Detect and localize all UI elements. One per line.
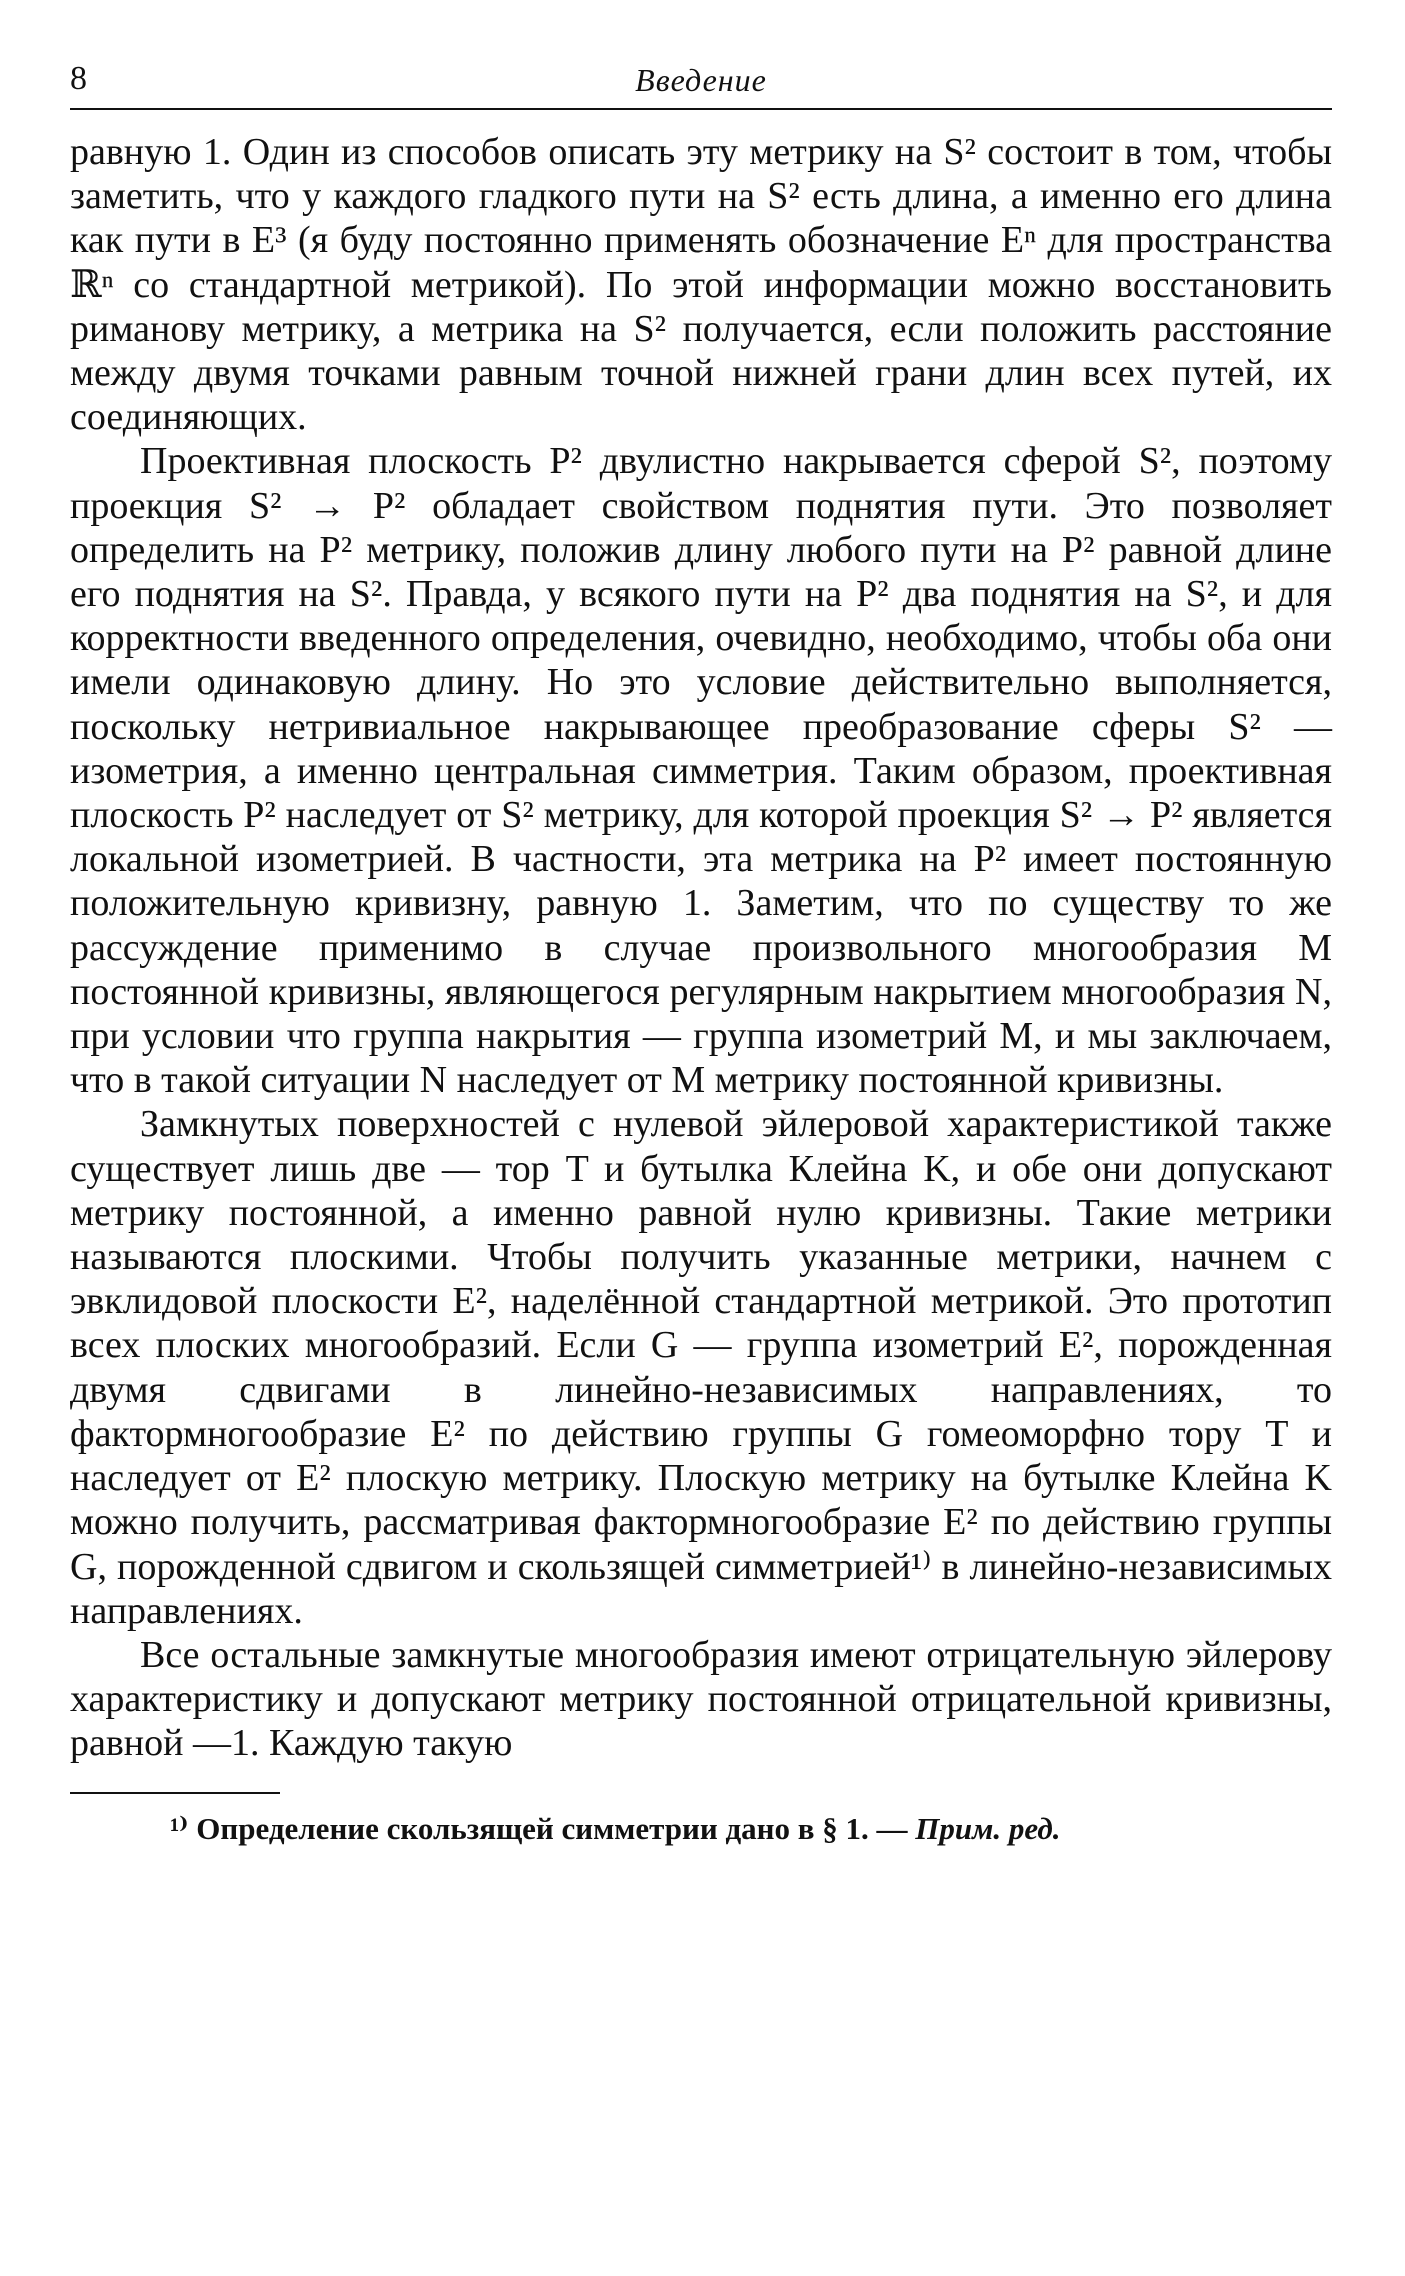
footnote (70, 1810, 1332, 1848)
paragraph: Замкнутых поверхностей с нулевой эйлеровой характеристикой также существует лишь две — тор T и бутылка Клейна K, и обе они допускают метрику постоянной, а именно равной нулю кривизны. Такие метрики называются плоскими. Чтобы получить указанные метрики, начнем с эвклидовой плоскости E², наделённой стандартной метрикой. Это прототип всех плоских многообразий. Если G — группа изометрий E², порожденная двумя сдвигами в линейно-независимых направлениях, то фактормногообразие E² по действию группы G гомеоморфно тору T и наследует от E² плоскую метрику. Плоскую метрику на бутылке Клейна K можно получить, рассматривая фактормногообразие E² по действию группы G, порожденной сдвигом и скользящей симметрией¹⁾ в линейно-независимых направлениях. (70, 1103, 1332, 1632)
book-page (70, 60, 1332, 1848)
footnote-marker: ¹⁾ (170, 1810, 189, 1846)
footnote-rule (70, 1792, 280, 1794)
running-title: Введение (635, 62, 767, 98)
paragraph: Проективная плоскость P² двулистно накрывается сферой S², поэтому проекция S² → P² обладает свойством поднятия пути. Это позволяет определить на P² метрику, положив длину любого пути на P² равной длине его поднятия на S². Правда, у всякого пути на P² два поднятия на S², и для корректности введенного определения, очевидно, необходимо, чтобы оба они имели одинаковую длину. Но это условие действительно выполняется, поскольку нетривиальное накрывающее преобразование сферы S² — изометрия, а именно центральная симметрия. Таким образом, проективная плоскость P² наследует от S² метрику, для которой проекция S² → P² является локальной изометрией. В частности, эта метрика на P² имеет постоянную положительную кривизну, равную 1. Заметим, что по существу то же рассуждение применимо в случае произвольного многообразия M постоянной кривизны, являющегося регулярным накрытием многообразия N, при условии что группа накрытия — группа изометрий M, и мы заключаем, что в такой ситуации N наследует от M метрику постоянной кривизны. (70, 440, 1332, 1102)
page-header (70, 60, 1332, 110)
footnote-text: Определение скользящей симметрии дано в § 1. — (196, 1810, 908, 1846)
page-number: 8 (70, 60, 87, 97)
paragraph: равную 1. Один из способов описать эту метрику на S² состоит в том, чтобы заметить, что у каждого гладкого пути на S² есть длина, а именно его длина как пути в E³ (я буду постоянно применять обозначение Eⁿ для пространства ℝⁿ со стандартной метрикой). По этой информации можно восстановить риманову метрику, а метрика на S² получается, если положить расстояние между двумя точками равным точной нижней грани длин всех путей, их соединяющих. (70, 131, 1332, 439)
editor-note: Прим. ред. (915, 1810, 1061, 1846)
paragraph: Все остальные замкнутые многообразия имеют отрицательную эйлерову характеристику и допускают метрику постоянной отрицательной кривизны, равной —1. Каждую такую (70, 1633, 1332, 1765)
body-text (70, 130, 1332, 1766)
